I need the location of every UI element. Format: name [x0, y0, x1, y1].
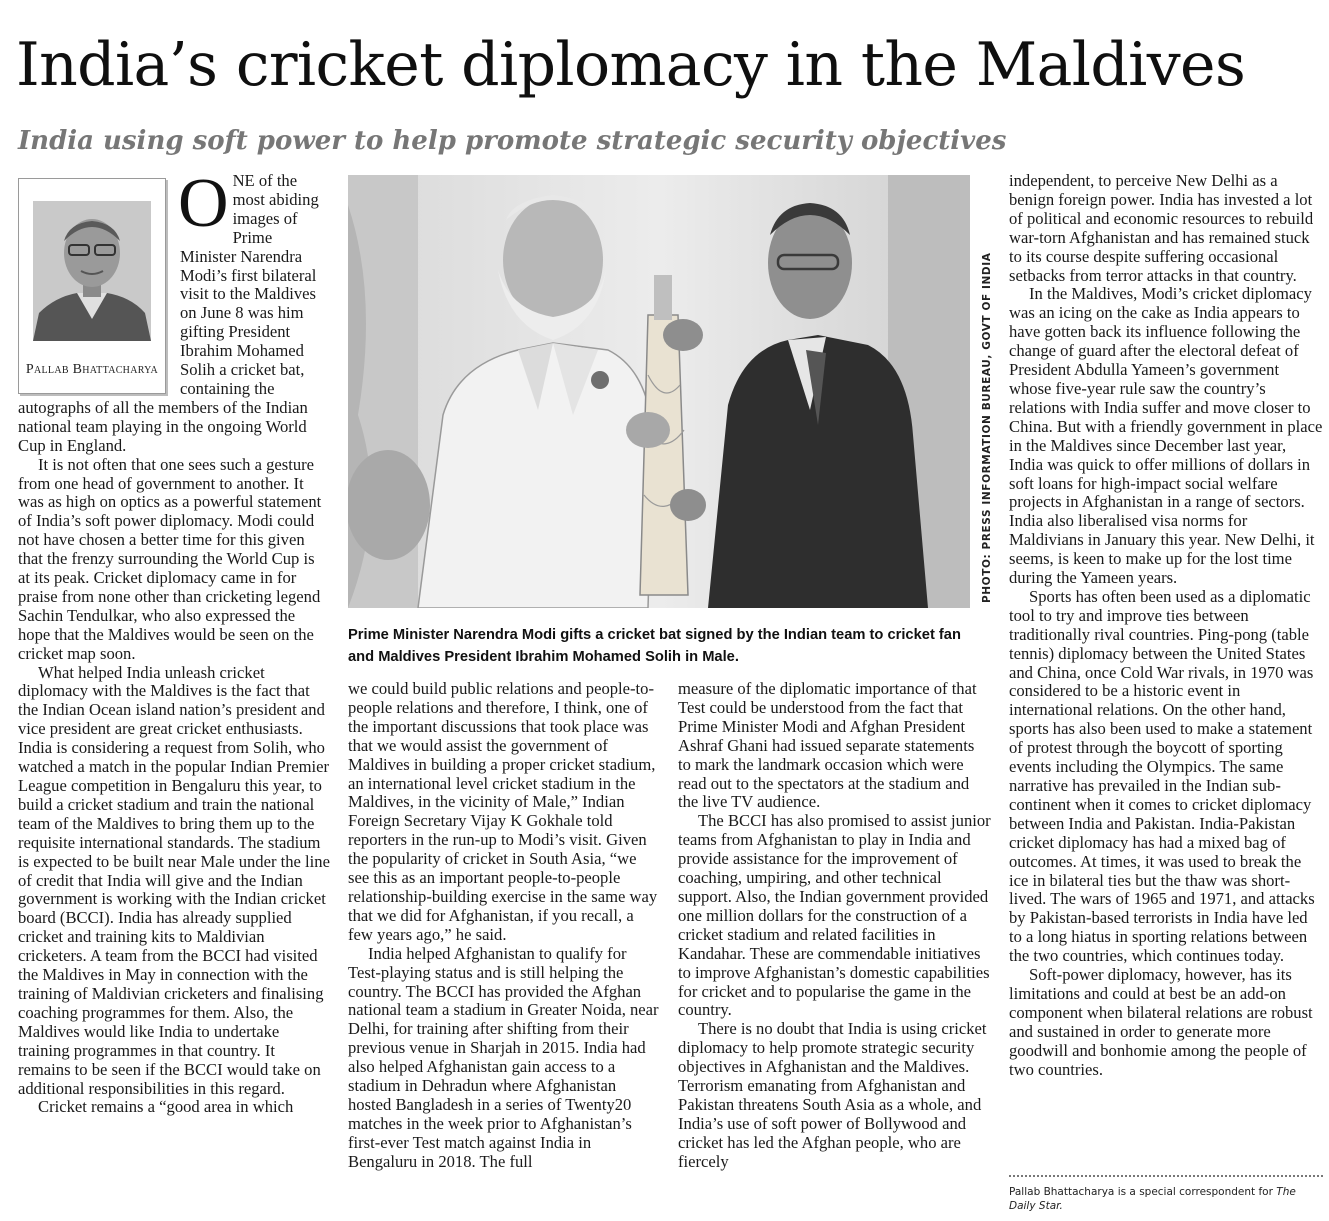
article-paragraph: independent, to perceive New Delhi as a benign foreign power. India has invested a lot of political and economic resources to rebuild war-torn Afghanistan and has remained stuck to its course despite suffering occasional setbacks from terror attacks in that country. [1009, 172, 1314, 285]
author-name: Pallab Bhattacharya [25, 362, 159, 377]
author-portrait [33, 201, 151, 341]
photo-credit: PHOTO: PRESS INFORMATION BUREAU, GOVT OF INDIA [981, 252, 993, 603]
article-paragraph: There is no doubt that India is using cricket diplomacy to help promote strategic security objectives in Afghanistan and the Maldives. Terrorism emanating from Afghanistan and Pakistan threatens South Asia as a whole, and India’s use of soft power of Bollywood and cricket has led the Afghan people, who are fiercely [678, 1019, 987, 1171]
subheadline: India using soft power to help promote strategic security objectives [18, 126, 1007, 156]
article-paragraph: India helped Afghanistan to qualify for Test-playing status and is still helping the country. The BCCI has provided the Afghan national team a stadium in Greater Noida, near Delhi, for training after shifting from their previous venue in Sharjah in 2015. India had also helped Afghanistan gain access to a stadium in Dehradun where Afghanistan hosted Bangladesh in a series of Twenty20 matches in the week prior to Afghanistan’s first-ever Test match against India in Bengaluru in 2018. The full [348, 943, 659, 1171]
footnote-divider [1009, 1175, 1323, 1177]
drop-cap: O [178, 172, 229, 242]
author-byline [18, 178, 166, 394]
article-paragraph: Cricket remains a “good area in which [38, 1097, 294, 1117]
article-paragraph: we could build public relations and people-to-people relations and therefore, I think, one of the important discussions that took place was that we would assist the government of Maldives in building a proper cricket stadium, an international level cricket stadium in the Maldives, in the vicinity of Male,” Indian Foreign Secretary Vijay K Gokhale told reporters in the run-up to Modi’s visit. Given the popularity of cricket in South Asia, “we see this as an important people-to-people relationship-building exercise in the same way that we did for Afghanistan, if you recall, a few years ago,” he said. [348, 680, 658, 944]
intro-first-word: NE [232, 172, 255, 190]
footnote-text: Pallab Bhattacharya is a special correspondent for [1009, 1186, 1273, 1198]
article-column-2 [348, 680, 660, 1216]
article-column-3 [678, 680, 991, 1216]
headline: India’s cricket diplomacy in the Maldives [16, 30, 1246, 100]
article-paragraph: Sports has often been used as a diplomatic tool to try and improve ties between traditionally rival countries. Ping-pong (table tennis) diplomacy between the United States and China, once Cold War rivals, in 1970 was considered to be a historic event in international relations. On the other hand, sports has also been used to make a statement of protest through the boycott of sporting events including the Olympics. The same narrative has prevailed in the Indian sub-continent when it comes to cricket diplomacy between India and Pakistan. India-Pakistan cricket diplomacy has had a mixed bag of outcomes. At times, it was used to break the ice in bilateral ties but the thaw was short-lived. The wars of 1965 and 1971, and attacks by Pakistan-based terrorists in India have led to a long hiatus in sporting relations between the two countries, which continues today. [1009, 586, 1315, 966]
photo-caption: Prime Minister Narendra Modi gifts a cricket bat signed by the Indian team to cricket fan and Maldives President Ibrahim Mohamed Solih in Male. [348, 627, 961, 665]
article-photo [348, 175, 970, 608]
article-column-4 [1009, 172, 1323, 1172]
article-paragraph: The BCCI has also promised to assist junior teams from Afghanistan to play in India and provide assistance for the improvement of coaching, umpiring, and other technical support. Also, the Indian government provided one million dollars for the construction of a cricket stadium and related facilities in Kandahar. These are commendable initiatives to improve Afghanistan’s domestic capabilities for cricket and to popularise the game in the country. [678, 811, 991, 1020]
article-paragraph: What helped India unleash cricket diplomacy with the Maldives is the fact that the Indian Ocean island nation’s president and vice president are great cricket enthusiasts. India is considering a request from Solih, who watched a match in the popular Indian Premier League competition in Bengaluru this year, to build a cricket stadium and train the national team of the Maldives to bring them up to the requisite international standards. The stadium is expected to be built near Male under the line of credit that India will give and the Indian government is working with the Indian cricket board (BCCI). India has already supplied cricket and training kits to Maldivian cricketers. A team from the BCCI had visited the Maldives in May in connection with the training of Maldivian cricketers and finalising coaching programmes for them. Also, the Maldives would like India to undertake training programmes in that country. It remains to be seen if the BCCI would take on additional responsibilities in this regard. [18, 662, 330, 1098]
footnote-publication: The Daily Star. [1009, 1186, 1296, 1212]
author-footnote [1009, 1185, 1325, 1213]
article-paragraph: It is not often that one sees such a gesture from one head of government to another. It was as high on optics as a powerful statement of India’s soft power diplomacy. Modi could not have chosen a better time for this given that the frenzy surrounding the World Cup is at its peak. Cricket diplomacy came in for praise from none other than cricketing legend Sachin Tendulkar, who also expressed the hope that the Maldives would be seen on the cricket map soon. [18, 454, 322, 663]
article-column-1 [18, 172, 330, 1216]
article-paragraph: Soft-power diplomacy, however, has its limitations and could at best be an add-on component when bilateral relations are robust and sustained in order to generate more goodwill and bonhomie among the people of two countries. [1009, 965, 1313, 1079]
article-paragraph: In the Maldives, Modi’s cricket diplomacy was an icing on the cake as India appears to have gotten back its influence following the change of guard after the electoral defeat of President Abdulla Yameen’s government whose five-year rule saw the country’s relations with India suffer and move closer to China. But with a friendly government in place in the Maldives since December last year, India was quick to offer millions of dollars in soft loans for high-impact social welfare projects in Afghanistan in a range of sectors. India also liberalised visa norms for Maldivians in January this year. New Delhi, it seems, is keen to make up for the lost time during the Yameen years. [1009, 284, 1323, 588]
article-paragraph: measure of the diplomatic importance of that Test could be understood from the fact that Prime Minister Modi and Afghan President Ashraf Ghani had issued separate statements to mark the landmark occasion which were read out to the spectators at the stadium and the live TV audience. [678, 680, 977, 812]
intro-text: of the most abiding images of Prime Minister Narendra Modi’s first bilateral visit to the Maldives on June 8 was him gifting President Ibrahim Mohamed Solih a cricket bat, containing the autographs of all the members of the Indian national team playing in the ongoing World Cup in England. [18, 172, 319, 455]
